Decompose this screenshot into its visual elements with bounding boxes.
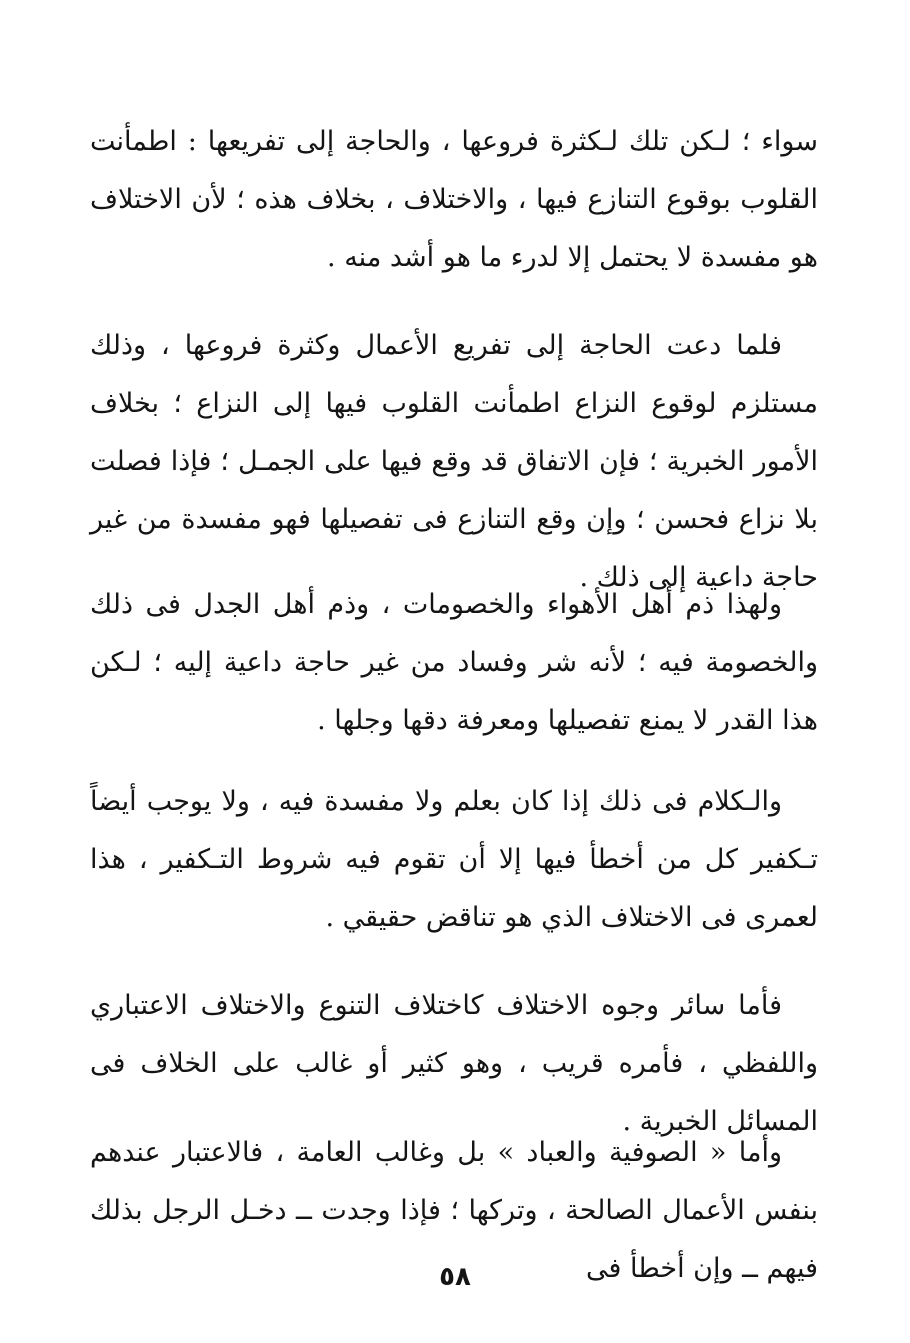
paragraph-2: فلما دعت الحاجة إلى تفريع الأعمال وكثرة فروعها ، وذلك مستلزم لوقوع النزاع اطمأنت القلوب فيها إلى النزاع ؛ بخلاف الأمور الخبرية ؛ فإن الاتفاق قد وقع فيها على الجمـل ؛ فإذا فصلت بلا نزاع فحسن ؛ وإن وقع التنازع فى تفصيلها فهو مفسدة من غير حاجة داعية إلى ذلك . — [90, 330, 818, 593]
paragraph-5: فأما سائر وجوه الاختلاف كاختلاف التنوع والاختلاف الاعتباري واللفظي ، فأمره قريب ، وهو كثير أو غالب على الخلاف فى المسائل الخبرية . — [90, 990, 818, 1137]
paragraph-3: ولهذا ذم أهل الأهواء والخصومات ، وذم أهل الجدل فى ذلك والخصومة فيه ؛ لأنه شر وفساد من غير حاجة داعية إليه ؛ لـكن هذا القدر لا يمنع تفصيلها ومعرفة دقها وجلها . — [90, 589, 818, 736]
page-number: ٥٨ — [439, 1262, 471, 1292]
paragraph-4: والـكلام فى ذلك إذا كان بعلم ولا مفسدة فيه ، ولا يوجب أيضاً تـكفير كل من أخطأ فيها إلا أن تقوم فيه شروط التـكفير ، هذا لعمرى فى الاختلاف الذي هو تناقض حقيقي . — [90, 786, 818, 933]
paragraph-6: وأما « الصوفية والعباد » بل وغالب العامة ، فالاعتبار عندهم بنفس الأعمال الصالحة ، وتركها ؛ فإذا وجدت ــ دخـل الرجل بذلك فيهم ــ وإن أخطأ فى — [90, 1137, 818, 1284]
paragraph-1: سواء ؛ لـكن تلك لـكثرة فروعها ، والحاجة إلى تفريعها : اطمأنت القلوب بوقوع التنازع فيها ، والاختلاف ، بخلاف هذه ؛ لأن الاختلاف هو مفسدة لا يحتمل إلا لدرء ما هو أشد منه . — [90, 126, 818, 273]
